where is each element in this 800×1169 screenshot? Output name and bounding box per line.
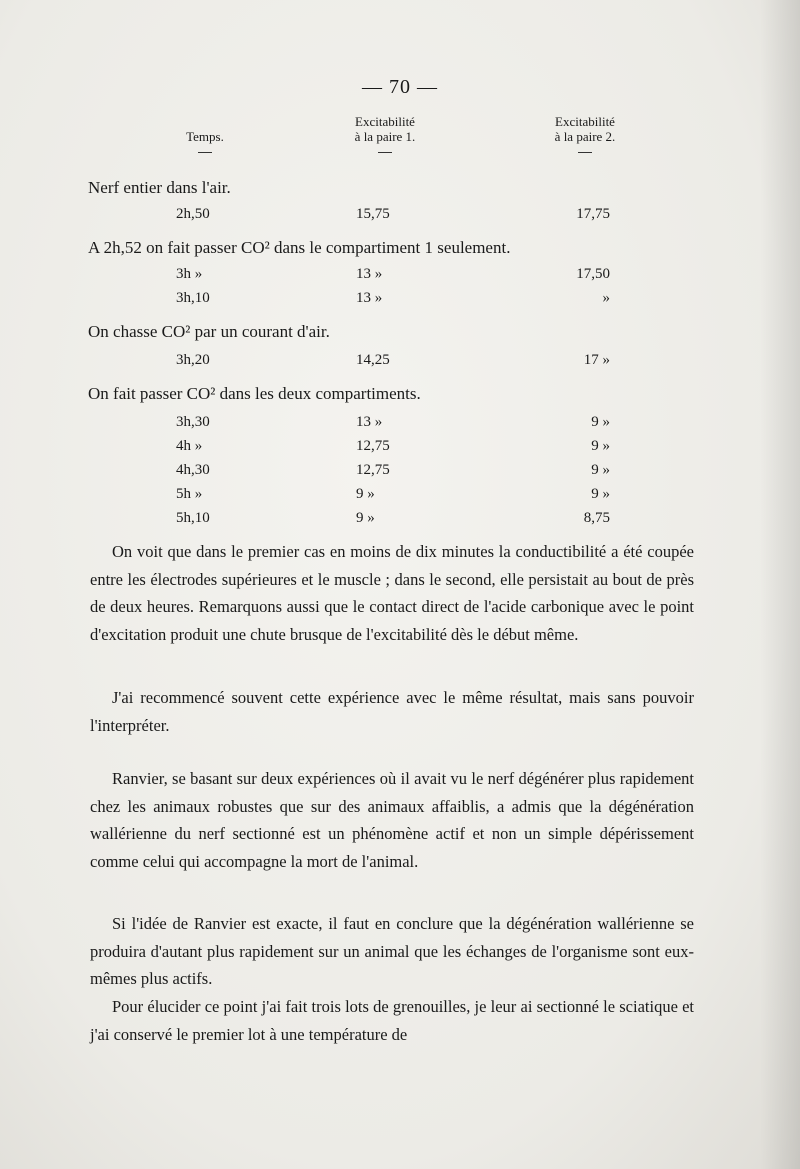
section-title: On fait passer CO² dans les deux compartiments. <box>88 384 421 403</box>
row-time: 3h,30 <box>176 414 210 430</box>
row-pair1: 13 » <box>356 414 383 430</box>
section-title: Nerf entier dans l'air. <box>88 178 231 197</box>
row-time: 4h,30 <box>176 462 210 478</box>
row-pair1: 12,75 <box>356 462 390 478</box>
row-pair2: 9 » <box>591 438 610 454</box>
row-pair2: 9 » <box>591 414 610 430</box>
section-title: On chasse CO² par un courant d'air. <box>88 322 330 341</box>
row-time: 3h,20 <box>176 352 210 368</box>
row-pair1: 9 » <box>356 486 375 502</box>
column-header-pair1-line2: à la paire 1. <box>354 129 416 144</box>
paragraph: On voit que dans le premier cas en moins de dix minutes la conductibilité a été coupée entre les électrodes supérieures et le muscle ; dans le second, elle persistait au bout de près de deux heures. Remarquons aussi que le contact direct de l'acide carbonique avec le point d'excitation produit une chute brusque de l'excitabilité dès le début même. <box>90 542 694 644</box>
row-pair2: 9 » <box>591 462 610 478</box>
column-header-dash <box>378 152 392 153</box>
column-header-dash <box>198 152 212 153</box>
section-title: A 2h,52 on fait passer CO² dans le compartiment 1 seulement. <box>88 238 511 257</box>
column-header-pair2 <box>520 114 650 153</box>
column-header-pair2-line1: Excitabilité <box>555 114 615 129</box>
row-time: 2h,50 <box>176 206 210 222</box>
row-pair1: 9 » <box>356 510 375 526</box>
paragraph: J'ai recommencé souvent cette expérience avec le même résultat, mais sans pouvoir l'interpréter. <box>90 688 694 735</box>
row-pair2: 17,50 <box>576 266 610 282</box>
row-pair1: 14,25 <box>356 352 390 368</box>
page-edge-shadow <box>760 0 800 1169</box>
row-pair1: 12,75 <box>356 438 390 454</box>
column-header-dash <box>578 152 592 153</box>
row-pair2: » <box>602 290 610 306</box>
row-pair1: 15,75 <box>356 206 390 222</box>
row-pair2: 17 » <box>583 352 610 368</box>
row-pair2: 17,75 <box>576 206 610 222</box>
row-time: 3h,10 <box>176 290 210 306</box>
row-time: 4h » <box>176 438 203 454</box>
column-header-time <box>160 129 250 153</box>
row-time: 5h » <box>176 486 203 502</box>
row-pair1: 13 » <box>356 266 383 282</box>
paragraph: Pour élucider ce point j'ai fait trois lots de grenouilles, je leur ai sectionné le sciatique et j'ai conservé le premier lot à une température de <box>90 997 694 1044</box>
row-time: 5h,10 <box>176 510 210 526</box>
row-pair1: 13 » <box>356 290 383 306</box>
paragraph: Si l'idée de Ranvier est exacte, il faut en conclure que la dégénération wallérienne se produira d'autant plus rapidement sur un animal que les échanges de l'organisme sont eux-mêmes plus actifs. <box>90 914 694 989</box>
row-time: 3h » <box>176 266 203 282</box>
column-header-time-label: Temps. <box>186 129 224 144</box>
column-header-pair1-line1: Excitabilité <box>355 114 415 129</box>
column-header-pair1 <box>320 114 450 153</box>
column-header-pair2-line2: à la paire 2. <box>554 129 616 144</box>
page-number: — 70 — <box>362 76 438 98</box>
row-pair2: 9 » <box>591 486 610 502</box>
row-pair2: 8,75 <box>583 510 610 526</box>
paragraph: Ranvier, se basant sur deux expériences où il avait vu le nerf dégénérer plus rapidement chez les animaux robustes que sur des animaux affaiblis, a admis que la dégénération wallérienne du nerf sectionné est un phénomène actif et non un simple dépérissement comme celui qui accompagne la mort de l'animal. <box>90 769 694 871</box>
